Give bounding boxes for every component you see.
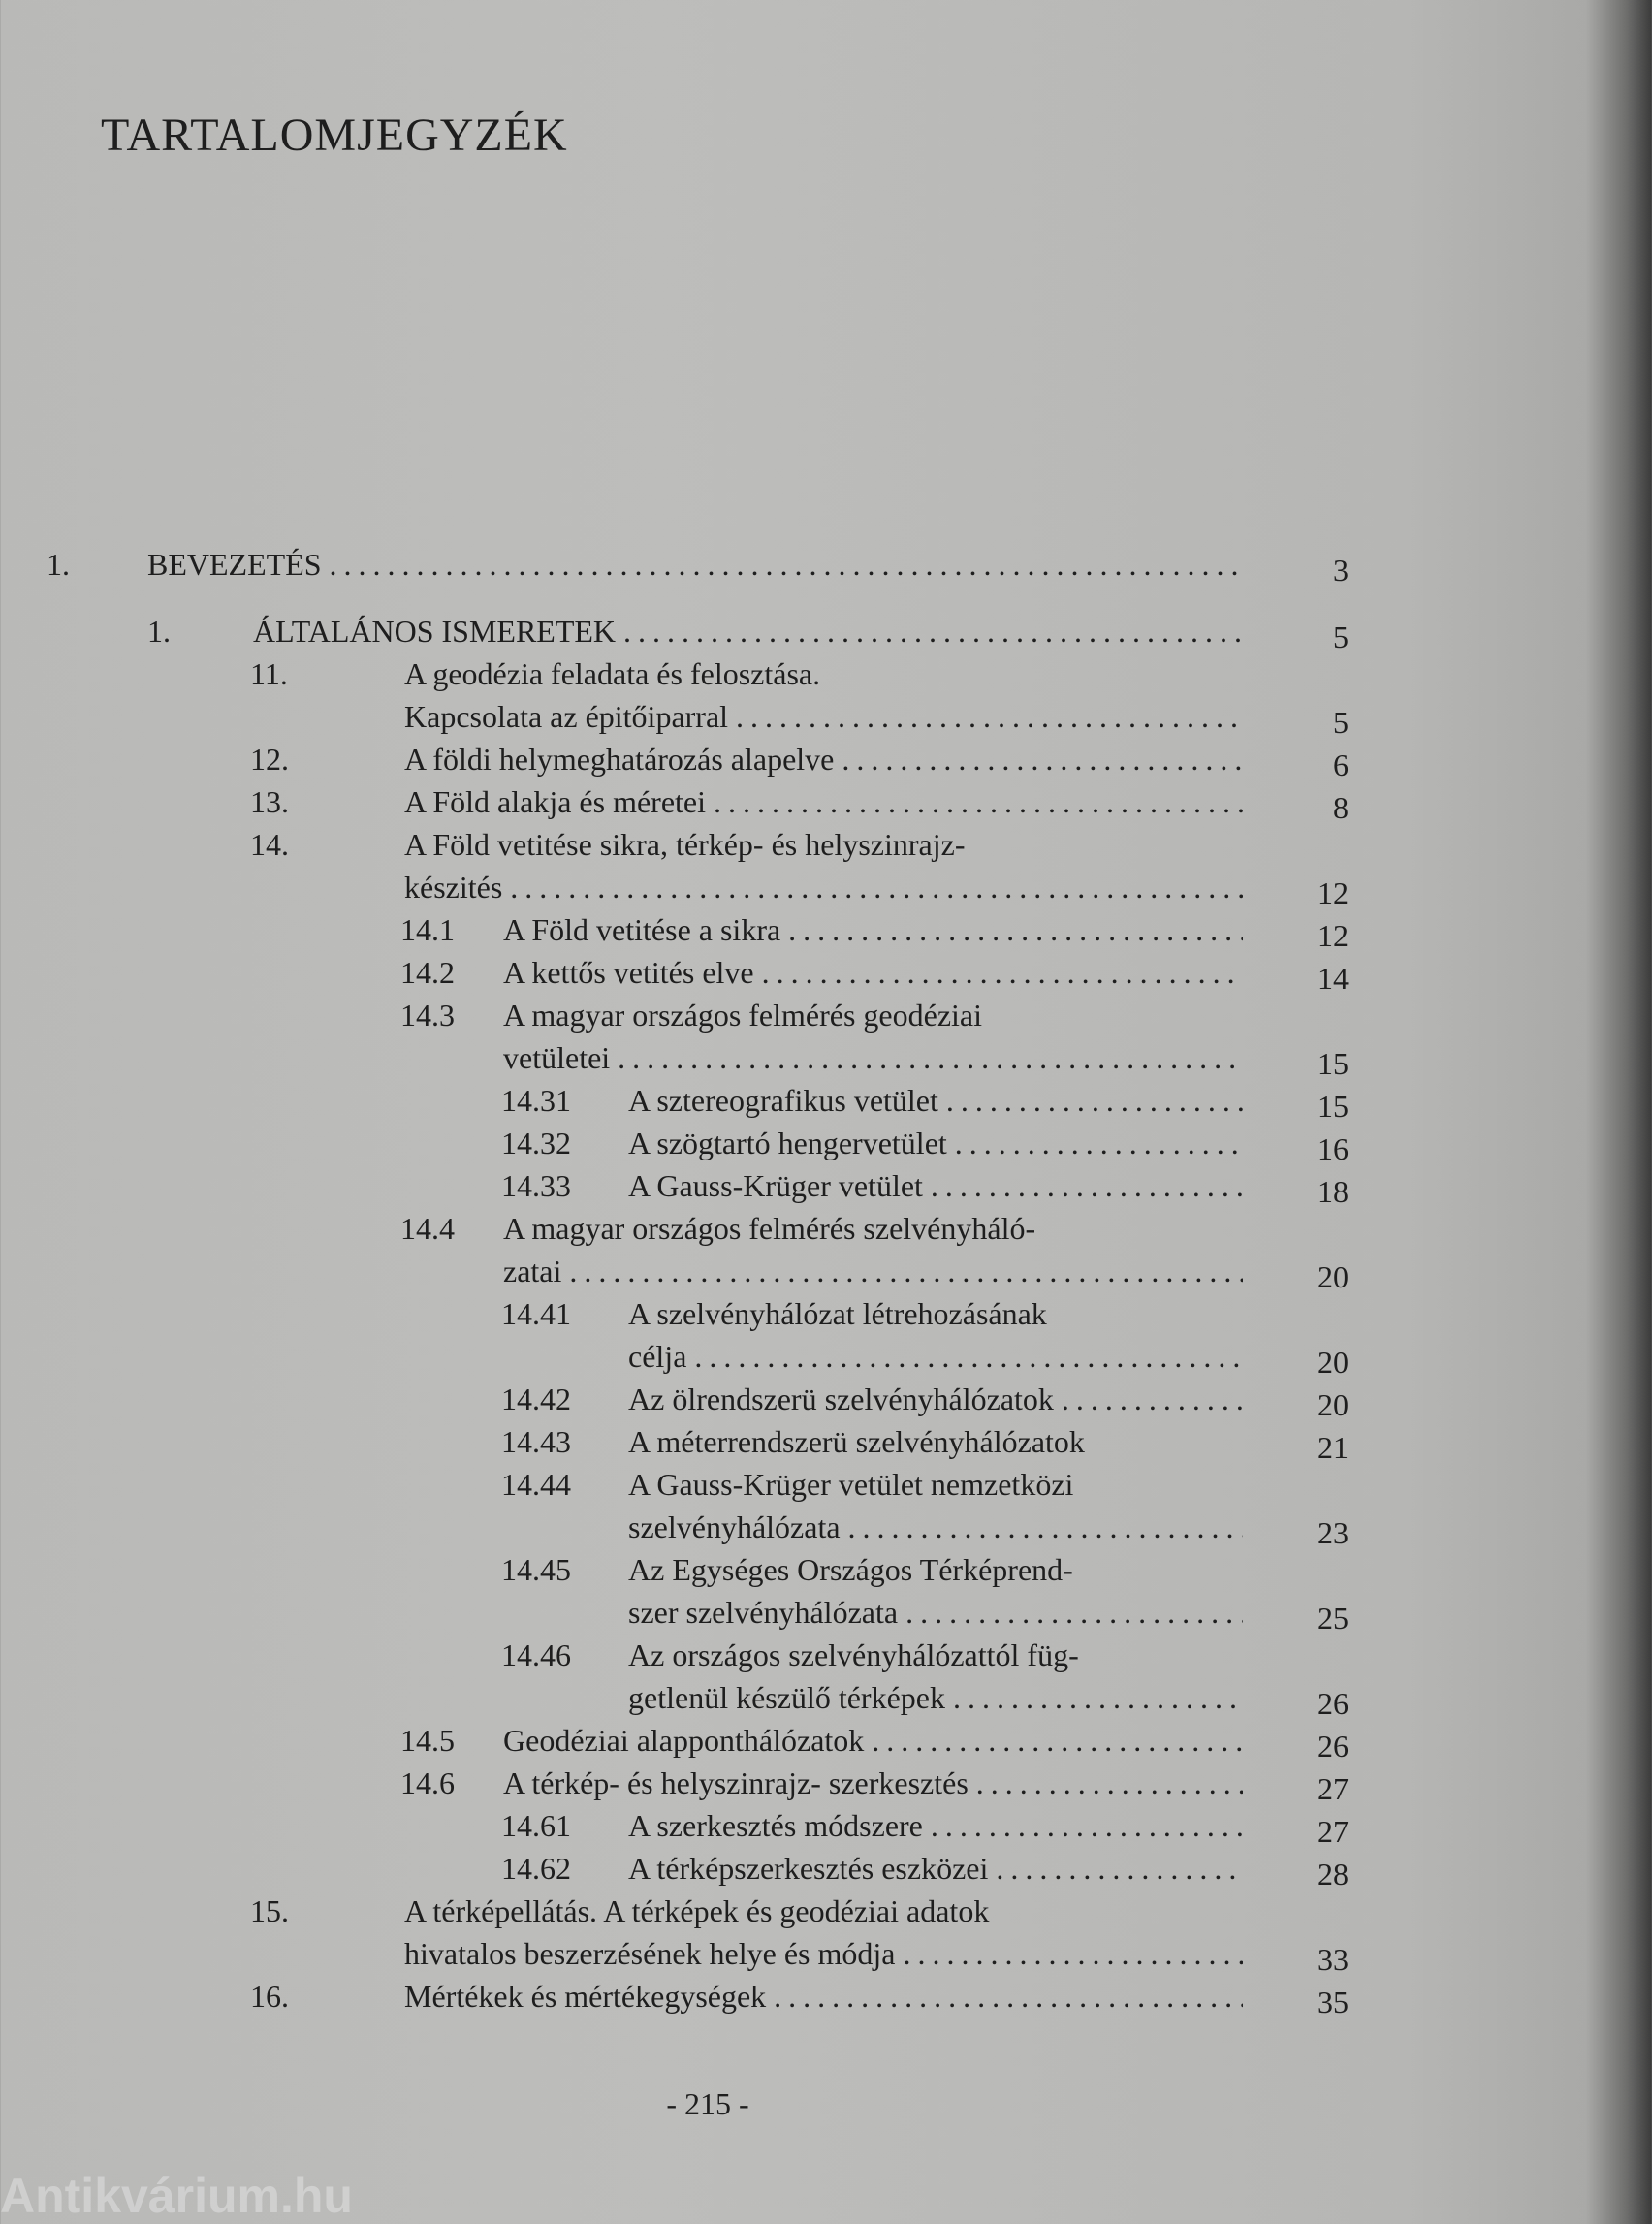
dot-leader (754, 951, 1243, 994)
dot-leader (780, 908, 1243, 951)
section-number: 14.61 (501, 1808, 571, 1843)
toc-entry-line (0, 1250, 1652, 1292)
section-title: A Föld vetitése a sikra (503, 912, 781, 947)
page-ref: 25 (1318, 1601, 1349, 1636)
section-title: A szögtartó hengervetület (628, 1126, 947, 1160)
toc-entry-line (0, 1463, 1652, 1506)
toc-entry-line (0, 1079, 1652, 1122)
toc-entry-line (0, 1762, 1652, 1804)
page-number: - 215 - (666, 2086, 749, 2121)
section-title: A méterrendszerü szelvényhálózatok (628, 1424, 1085, 1459)
section-title: A magyar országos felmérés szelvényháló- (503, 1211, 1036, 1246)
section-number: 14.6 (400, 1765, 455, 1800)
dot-leader (834, 738, 1243, 780)
dot-leader (322, 543, 1243, 586)
page-title: TARTALOMJEGYZÉK (101, 110, 568, 161)
page-ref: 21 (1318, 1430, 1349, 1465)
section-number: 1. (47, 547, 70, 582)
toc-entry-line (0, 951, 1652, 994)
section-title: BEVEZETÉS (147, 547, 322, 582)
section-number: 1. (147, 614, 171, 649)
dot-leader (945, 1676, 1243, 1719)
section-title: A térképszerkesztés eszközei (628, 1851, 989, 1886)
toc-entry-line (0, 543, 1652, 586)
page-ref: 6 (1333, 747, 1349, 782)
section-number: 14.46 (501, 1637, 571, 1672)
dot-leader (923, 1164, 1243, 1207)
section-number: 14.43 (501, 1424, 571, 1459)
toc-entry-line (0, 1122, 1652, 1164)
section-number: 14.32 (501, 1126, 571, 1160)
section-title: zatai (503, 1254, 562, 1288)
section-title: A szerkesztés módszere (628, 1808, 923, 1843)
toc-entry-line (0, 994, 1652, 1036)
section-number: 12. (250, 742, 289, 777)
section-number: 14.44 (501, 1467, 571, 1502)
dot-leader (686, 1335, 1243, 1378)
section-number: 14.5 (400, 1723, 455, 1758)
section-number: 16. (250, 1979, 289, 2014)
dot-leader (610, 1036, 1243, 1079)
section-title: készités (404, 870, 503, 905)
dot-leader (938, 1079, 1243, 1122)
toc-entry-line (0, 610, 1652, 652)
section-title: A kettős vetités elve (503, 955, 754, 990)
section-number: 14.45 (501, 1552, 571, 1587)
page-ref: 5 (1333, 620, 1349, 654)
toc-entry-line (0, 1335, 1652, 1378)
section-title: szelvényhálózata (628, 1509, 841, 1544)
dot-leader (1054, 1378, 1243, 1420)
table-of-contents (0, 543, 1652, 2017)
section-title: Mértékek és mértékegységek (404, 1979, 767, 2014)
page-ref: 5 (1333, 705, 1349, 740)
page-ref: 23 (1318, 1515, 1349, 1550)
toc-entry-line (0, 1548, 1652, 1591)
page-ref: 12 (1318, 875, 1349, 910)
section-title: hivatalos beszerzésének helye és módja (404, 1936, 896, 1971)
section-number: 14.3 (400, 998, 455, 1033)
section-title: A földi helymeghatározás alapelve (404, 742, 835, 777)
toc-entry-line (0, 1890, 1652, 1932)
page-ref: 20 (1318, 1387, 1349, 1422)
section-title: Az Egységes Országos Térképrend- (628, 1552, 1073, 1587)
toc-entry-line (0, 1634, 1652, 1676)
section-title: ÁLTALÁNOS ISMERETEK (253, 614, 617, 649)
section-title: A sztereografikus vetület (628, 1083, 938, 1118)
toc-entry-line (0, 1292, 1652, 1335)
section-number: 14.42 (501, 1382, 571, 1416)
toc-entry-line (0, 1932, 1652, 1975)
page-ref: 16 (1318, 1131, 1349, 1166)
dot-leader (502, 866, 1243, 908)
section-title: Az országos szelvényhálózattól füg- (628, 1637, 1079, 1672)
section-title: A térkép- és helyszinrajz- szerkesztés (503, 1765, 969, 1800)
toc-entry-line (0, 823, 1652, 866)
toc-entry-line (0, 908, 1652, 951)
page-ref: 3 (1333, 553, 1349, 588)
page-ref: 26 (1318, 1686, 1349, 1721)
section-number: 14.2 (400, 955, 455, 990)
dot-leader (969, 1762, 1243, 1804)
page-ref: 20 (1318, 1345, 1349, 1380)
toc-entry-line (0, 1420, 1652, 1463)
page-ref: 26 (1318, 1729, 1349, 1763)
page-ref: 27 (1318, 1814, 1349, 1849)
section-title: Kapcsolata az épitőiparral (404, 699, 729, 734)
section-title: A Gauss-Krüger vetület nemzetközi (628, 1467, 1074, 1502)
section-title: Geodéziai alapponthálózatok (503, 1723, 865, 1758)
dot-leader (766, 1975, 1243, 2017)
section-title: A térképellátás. A térképek és geodéziai adatok (404, 1893, 990, 1928)
page-ref: 15 (1318, 1046, 1349, 1081)
toc-entry-line (0, 780, 1652, 823)
section-title: A magyar országos felmérés geodéziai (503, 998, 983, 1033)
section-number: 14.62 (501, 1851, 571, 1886)
dot-leader (923, 1804, 1243, 1847)
toc-entry-line (0, 1804, 1652, 1847)
section-number: 14. (250, 827, 289, 862)
section-title: A Gauss-Krüger vetület (628, 1168, 923, 1203)
dot-leader (864, 1719, 1243, 1762)
page-ref: 28 (1318, 1857, 1349, 1891)
page-ref: 33 (1318, 1942, 1349, 1977)
page-ref: 20 (1318, 1259, 1349, 1294)
dot-leader (988, 1847, 1243, 1890)
dot-leader (841, 1506, 1243, 1548)
watermark: Antikvárium.hu (0, 2169, 353, 2223)
section-title: A Föld alakja és méretei (404, 784, 707, 819)
dot-leader (898, 1591, 1243, 1634)
section-number: 14.31 (501, 1083, 571, 1118)
toc-entry-line (0, 1975, 1652, 2017)
toc-entry-line (0, 738, 1652, 780)
toc-entry-line (0, 866, 1652, 908)
page-ref: 27 (1318, 1771, 1349, 1806)
section-title: A Föld vetitése sikra, térkép- és helyszinrajz- (404, 827, 966, 862)
toc-entry-line (0, 695, 1652, 738)
toc-entry-line (0, 1591, 1652, 1634)
section-number: 14.1 (400, 912, 455, 947)
toc-entry-line (0, 652, 1652, 695)
page-ref: 14 (1318, 961, 1349, 996)
page-ref: 12 (1318, 918, 1349, 953)
section-number: 15. (250, 1893, 289, 1928)
toc-entry-line (0, 1676, 1652, 1719)
section-title: Az ölrendszerü szelvényhálózatok (628, 1382, 1054, 1416)
dot-leader (616, 610, 1243, 652)
section-title: vetületei (503, 1040, 611, 1075)
toc-entry-line (0, 1847, 1652, 1890)
section-number: 14.33 (501, 1168, 571, 1203)
page-ref: 8 (1333, 790, 1349, 825)
page-ref: 35 (1318, 1985, 1349, 2019)
toc-entry-line (0, 1378, 1652, 1420)
section-number: 14.41 (501, 1296, 571, 1331)
page-ref: 18 (1318, 1174, 1349, 1209)
dot-leader (895, 1932, 1243, 1975)
dot-leader (706, 780, 1243, 823)
section-title: célja (628, 1339, 687, 1374)
toc-entry-line (0, 1207, 1652, 1250)
section-number: 11. (250, 656, 288, 691)
section-number: 14.4 (400, 1211, 455, 1246)
toc-entry-line (0, 1036, 1652, 1079)
section-title: getlenül készülő térképek (628, 1680, 945, 1715)
section-title: szer szelvényhálózata (628, 1595, 899, 1630)
section-title: A geodézia feladata és felosztása. (404, 656, 821, 691)
toc-entry-line (0, 1506, 1652, 1548)
page-ref: 15 (1318, 1089, 1349, 1124)
dot-leader (561, 1250, 1243, 1292)
dot-leader (728, 695, 1243, 738)
toc-entry-line (0, 1719, 1652, 1762)
section-title: A szelvényhálózat létrehozásának (628, 1296, 1047, 1331)
toc-entry-line (0, 1164, 1652, 1207)
section-number: 13. (250, 784, 289, 819)
dot-leader (947, 1122, 1243, 1164)
